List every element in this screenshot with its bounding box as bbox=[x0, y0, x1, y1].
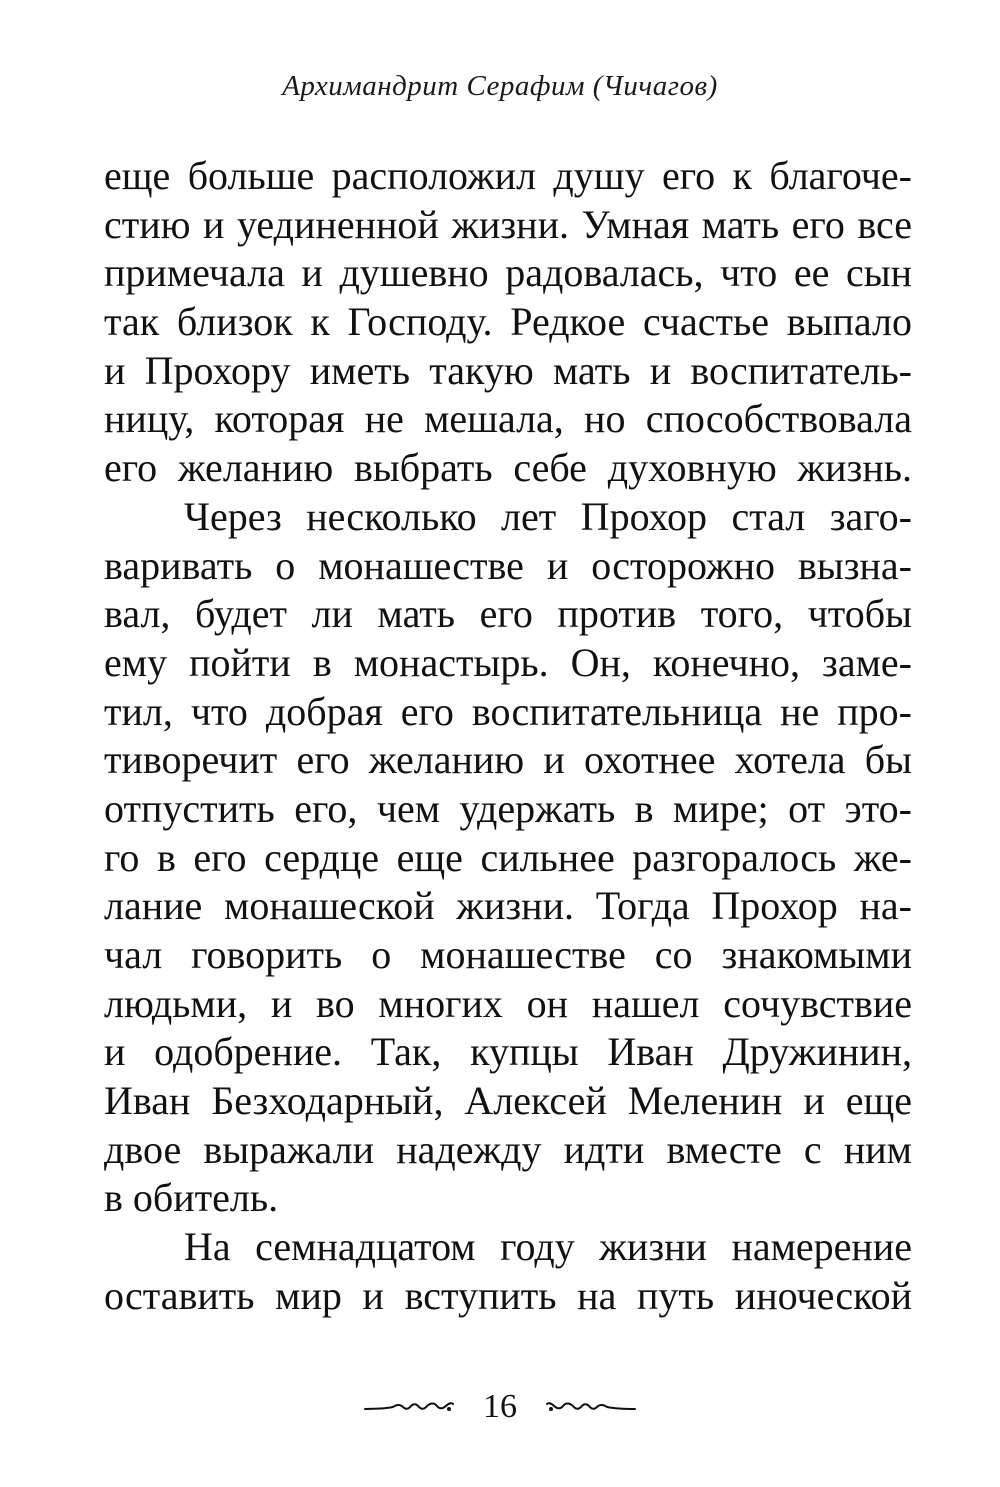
right-flourish-icon bbox=[545, 1397, 637, 1417]
text-line: Через несколько лет Прохор стал заго- bbox=[184, 493, 912, 539]
page-number: 16 bbox=[483, 1388, 517, 1425]
text-line: еще больше расположил душу его к благоче- bbox=[104, 153, 912, 198]
text-line: двое выражали надежду идти вместе с ним bbox=[104, 1126, 912, 1172]
text-line: его желанию выбрать себе духовную жизнь. bbox=[104, 445, 912, 491]
text-line: чал говорить о монашестве со знакомыми bbox=[104, 932, 912, 977]
running-header-title: Архимандрит Серафим (Чичагов) bbox=[282, 70, 718, 102]
text-line: На семнадцатом году жизни намерение bbox=[184, 1224, 912, 1270]
text-line: ницу, которая не мешала, но способствовала bbox=[104, 396, 912, 442]
running-header bbox=[0, 70, 1000, 103]
text-line: варивать о монашестве и осторожно вызна- bbox=[104, 542, 912, 588]
text-line: лание монашеской жизни. Тогда Прохор на- bbox=[104, 883, 912, 929]
page-footer bbox=[0, 1388, 1000, 1426]
text-line: ему пойти в монастырь. Он, конечно, заме- bbox=[104, 639, 912, 685]
text-line: Иван Безходарный, Алексей Меленин и еще bbox=[104, 1078, 912, 1124]
text-line: отпустить его, чем удержать в мире; от это- bbox=[104, 785, 912, 831]
text-line: тиворечит его желанию и охотнее хотела бы bbox=[104, 737, 912, 783]
body-text bbox=[104, 152, 912, 1321]
text-line: в обитель. bbox=[104, 1175, 279, 1221]
text-line: людьми, и во многих он нашел сочувствие bbox=[104, 980, 912, 1026]
text-line: так близок к Господу. Редкое счастье выпало bbox=[104, 299, 912, 345]
text-line: оставить мир и вступить на путь иноческой bbox=[104, 1272, 912, 1318]
text-line: примечала и душевно радовалась, что ее сын bbox=[104, 250, 912, 296]
text-line: и Прохору иметь такую мать и воспитатель- bbox=[104, 347, 912, 393]
left-flourish-icon bbox=[363, 1397, 455, 1417]
text-line: вал, будет ли мать его против того, чтобы bbox=[104, 591, 912, 637]
text-line: го в его сердце еще сильнее разгоралось же- bbox=[104, 834, 912, 880]
text-line: и одобрение. Так, купцы Иван Дружинин, bbox=[104, 1029, 912, 1075]
text-line: тил, что добрая его воспитательница не про- bbox=[104, 688, 912, 734]
text-line: стию и уединенной жизни. Умная мать его все bbox=[104, 201, 912, 247]
